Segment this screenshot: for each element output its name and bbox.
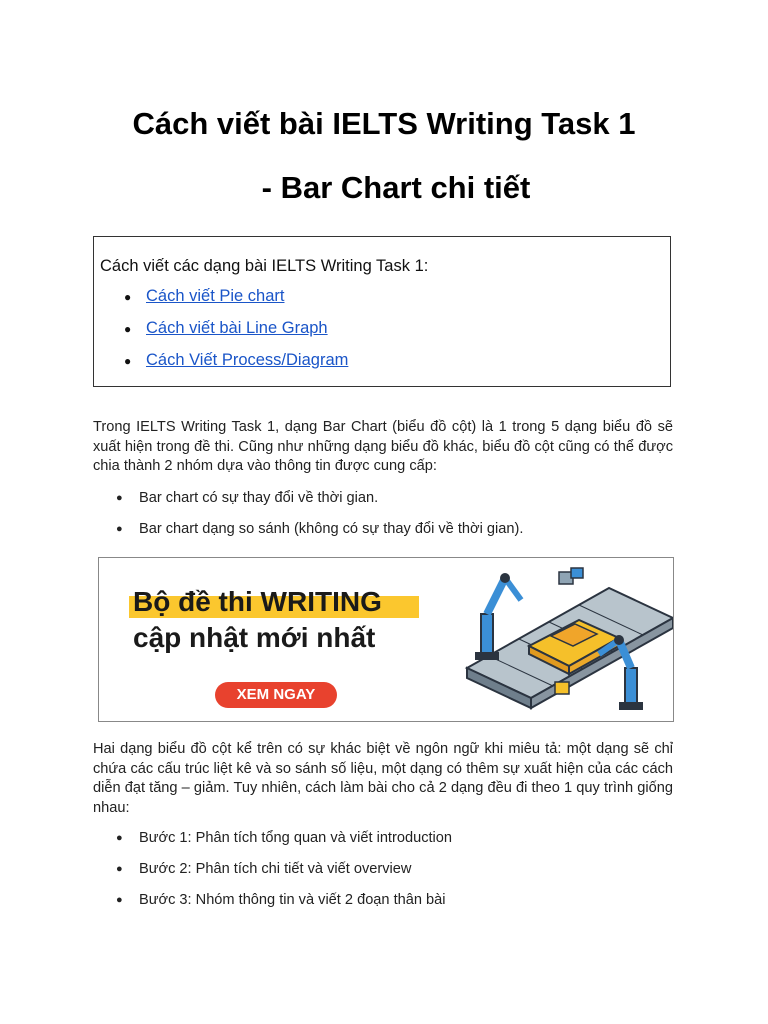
factory-robot-illustration — [459, 558, 674, 722]
xem-ngay-button[interactable]: XEM NGAY — [215, 682, 337, 708]
list-item-text: Bước 2: Phân tích chi tiết và viết overview — [139, 861, 412, 877]
box-icon — [555, 682, 569, 694]
list-item-text: Bước 1: Phân tích tổng quan và viết introduction — [139, 830, 453, 846]
list-item-text: Bar chart dạng so sánh (không có sự thay đổi về thời gian). — [139, 521, 524, 537]
bullet-icon: ● — [116, 832, 123, 844]
box-icon — [571, 568, 583, 578]
bullet-icon: ● — [116, 894, 123, 906]
writing-test-banner[interactable] — [98, 557, 674, 722]
steps-intro-paragraph: Hai dạng biểu đồ cột kể trên có sự khác biệt về ngôn ngữ khi miêu tả: một dạng sẽ chỉ chứa các cấu trúc liệt kê và so sánh số liệu, một dạng có thêm sự xuất hiện của các cách diễn đạt tăng – giảm. Tuy nhiên, cách làm bài cho cả 2 dạng đều đi theo 1 quy trình giống nhau: — [93, 741, 673, 816]
page-title-line-1: Cách viết bài IELTS Writing Task 1 — [132, 106, 636, 141]
link-pie-chart[interactable]: Cách viết Pie chart — [146, 287, 285, 305]
bullet-icon: ● — [124, 322, 132, 336]
bullet-icon: ● — [124, 290, 132, 304]
banner-headline-2: cập nhật mới nhất — [133, 622, 376, 653]
list-item-text: Bar chart có sự thay đổi về thời gian. — [139, 490, 379, 506]
intro-paragraph: Trong IELTS Writing Task 1, dạng Bar Chart (biểu đồ cột) là 1 trong 5 dạng biểu đồ sẽ xuất hiện trong đề thi. Cũng như những dạng biểu đồ khác, biểu đồ cột cũng có thể được chia thành 2 nhóm dựa vào thông tin được cung cấp: — [93, 419, 673, 474]
banner-headline-1: Bộ đề thi WRITING — [133, 586, 382, 617]
bullet-icon: ● — [116, 523, 123, 535]
bullet-icon: ● — [124, 354, 132, 368]
bullet-icon: ● — [116, 863, 123, 875]
link-line-graph[interactable]: Cách viết bài Line Graph — [146, 319, 328, 337]
list-item-text: Bước 3: Nhóm thông tin và viết 2 đoạn thân bài — [139, 892, 446, 908]
page-title-line-2: - Bar Chart chi tiết — [261, 170, 531, 205]
bullet-icon: ● — [116, 492, 123, 504]
table-of-contents-box — [93, 236, 671, 387]
toc-heading: Cách viết các dạng bài IELTS Writing Task 1: — [100, 257, 429, 275]
link-process-diagram[interactable]: Cách Viết Process/Diagram — [146, 351, 349, 369]
